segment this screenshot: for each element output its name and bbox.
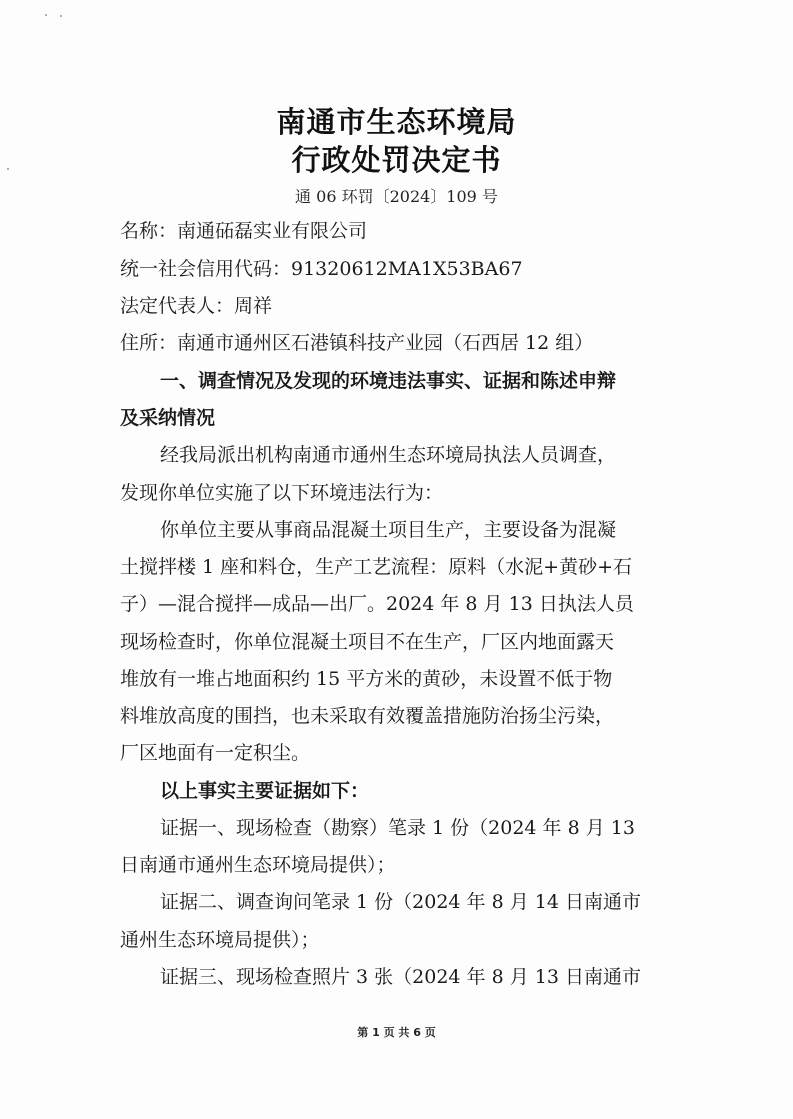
paragraph-line: 厂区地面有一定积尘。 xyxy=(120,742,311,764)
document-number: 通 06 环罚〔2024〕109 号 xyxy=(295,187,498,206)
evidence-item-line: 日南通市通州生态环境局提供）； xyxy=(120,854,396,876)
scan-speck xyxy=(45,14,47,16)
scan-speck xyxy=(60,15,62,17)
party-address: 住所：南通市通州区石港镇科技产业园（石西居 12 组） xyxy=(120,332,594,354)
document-title-line2: 行政处罚决定书 xyxy=(291,143,502,177)
document-title-line1: 南通市生态环境局 xyxy=(276,105,517,139)
paragraph-line: 子）—混合搅拌—成品—出厂。2024 年 8 月 13 日执法人员 xyxy=(120,593,634,615)
evidence-item-line: 证据二、调查询问笔录 1 份（2024 年 8 月 14 日南通市 xyxy=(160,891,641,913)
section1-heading-line2: 及采纳情况 xyxy=(120,407,216,429)
paragraph-line: 料堆放高度的围挡，也未采取有效覆盖措施防治扬尘污染， xyxy=(120,705,615,727)
party-credit-code: 统一社会信用代码：91320612MA1X53BA67 xyxy=(120,258,523,280)
paragraph-line: 你单位主要从事商品混凝土项目生产，主要设备为混凝 xyxy=(160,519,617,541)
evidence-item-line: 证据三、现场检查照片 3 张（2024 年 8 月 13 日南通市 xyxy=(160,966,641,988)
party-name: 名称：南通砳磊实业有限公司 xyxy=(120,220,368,242)
paragraph-line: 土搅拌楼 1 座和料仓，生产工艺流程：原料（水泥+黄砂+石 xyxy=(120,556,633,578)
evidence-item-line: 通州生态环境局提供）； xyxy=(120,929,320,951)
paragraph-line: 堆放有一堆占地面积约 15 平方米的黄砂，未设置不低于物 xyxy=(120,668,613,690)
evidence-item-line: 证据一、现场检查（勘察）笔录 1 份（2024 年 8 月 13 xyxy=(160,817,635,839)
paragraph-line: 现场检查时，你单位混凝土项目不在生产，厂区内地面露天 xyxy=(120,631,615,653)
party-legal-representative: 法定代表人：周祥 xyxy=(120,295,273,317)
section1-heading-line1: 一、调查情况及发现的环境违法事实、证据和陈述申辩 xyxy=(160,370,617,392)
evidence-heading: 以上事实主要证据如下： xyxy=(160,780,370,802)
paragraph-line: 发现你单位实施了以下环境违法行为： xyxy=(120,482,444,504)
paragraph-line: 经我局派出机构南通市通州生态环境局执法人员调查， xyxy=(160,444,617,466)
page-indicator: 第 1 页 共 6 页 xyxy=(357,1026,436,1039)
